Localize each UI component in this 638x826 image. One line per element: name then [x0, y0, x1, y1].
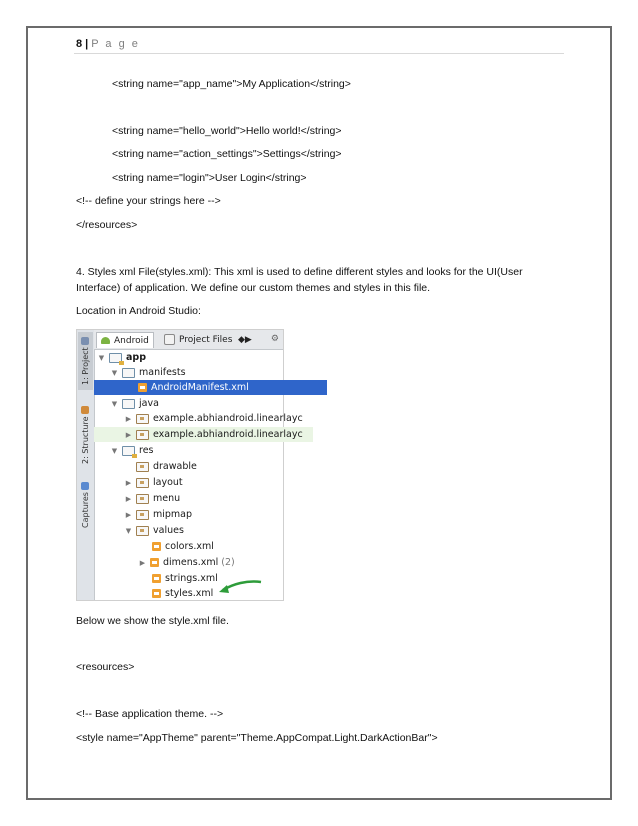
side-tool-strip	[77, 330, 95, 600]
page-word: P a g e	[91, 38, 140, 50]
folder-icon	[136, 478, 149, 488]
tree-item-app: ▼ app	[98, 352, 147, 363]
collapse-arrow-icon: ▶	[125, 414, 132, 423]
xml-file-icon	[152, 574, 161, 583]
tree-item-values: ▼ values	[125, 525, 184, 536]
project-tree	[94, 349, 303, 600]
code-line-app-name: <string name="app_name">My Application</string>	[112, 78, 351, 90]
tree-item-res: ▼ res	[111, 445, 154, 456]
xml-file-icon	[152, 542, 161, 551]
collapse-arrow-icon: ▶	[125, 478, 132, 487]
xml-file-icon	[150, 558, 159, 567]
code-line-hello-world: <string name="hello_world">Hello world!</string>	[112, 125, 342, 137]
below-label: Below we show the style.xml file.	[76, 615, 229, 627]
page-header	[76, 38, 140, 50]
module-folder-icon	[109, 353, 122, 363]
code-line-action-settings: <string name="action_settings">Settings</string>	[112, 148, 342, 160]
android-icon	[101, 337, 110, 344]
expand-arrow-icon: ▼	[111, 399, 118, 408]
project-icon	[82, 337, 90, 345]
side-tab-project: 1: Project	[78, 332, 93, 390]
collapse-arrow-icon: ▶	[139, 558, 146, 567]
android-studio-screenshot	[76, 329, 303, 601]
collapse-arrow-icon: ▶	[125, 430, 132, 439]
expand-arrow-icon: ▼	[111, 368, 118, 377]
header-rule	[74, 53, 564, 54]
code-close-resources: </resources>	[76, 219, 138, 231]
code-line-login: <string name="login">User Login</string>	[112, 172, 307, 184]
location-label: Location in Android Studio:	[76, 305, 201, 317]
side-tab-structure: 2: Structure	[78, 400, 93, 470]
header-separator: |	[85, 38, 89, 50]
tree-item-mipmap: ▶ mipmap	[125, 509, 193, 520]
code-comment: <!-- define your strings here -->	[76, 195, 221, 207]
package-icon	[136, 414, 149, 424]
expand-arrow-icon: ▼	[111, 446, 118, 455]
project-files-icon	[164, 334, 175, 345]
collapse-arrow-icon: ▶	[125, 494, 132, 503]
tree-item-drawable: drawable	[94, 459, 325, 474]
collapse-arrow-icon: ▶	[125, 510, 132, 519]
structure-icon	[82, 406, 90, 414]
code-base-theme-comment: <!-- Base application theme. -->	[76, 708, 224, 720]
tree-item-strings: strings.xml	[94, 571, 341, 586]
folder-icon	[122, 399, 135, 409]
folder-icon	[136, 462, 149, 472]
view-tabs	[94, 330, 283, 350]
xml-file-icon	[138, 383, 147, 392]
tab-actions: ◆▶	[238, 334, 252, 345]
tree-item-layout: ▶ layout	[125, 477, 183, 488]
code-style-apptheme: <style name="AppTheme" parent="Theme.AppCompat.Light.DarkActionBar">	[76, 732, 438, 744]
tree-item-styles: styles.xml	[94, 586, 341, 601]
tree-item-java: ▼ java	[111, 398, 159, 409]
folder-icon	[136, 494, 149, 504]
settings-icon: ⚙	[270, 334, 279, 344]
tab-android: Android	[96, 332, 154, 348]
expand-arrow-icon: ▼	[125, 526, 132, 535]
page-number: 8	[76, 38, 83, 50]
tree-item-colors: colors.xml	[94, 539, 341, 554]
xml-file-icon	[152, 589, 161, 598]
tree-item-menu: ▶ menu	[125, 493, 181, 504]
code-open-resources: <resources>	[76, 661, 135, 673]
green-arrow-icon	[217, 578, 263, 596]
resource-folder-icon	[122, 446, 135, 456]
styles-description: 4. Styles xml File(styles.xml): This xml is used to define different styles and looks for the UI(User Interface) of application. We define our custom themes and styles in this file.	[76, 266, 523, 294]
tree-item-dimens: ▶ dimens.xml (2)	[139, 557, 235, 568]
folder-icon	[136, 526, 149, 536]
tab-project-files: Project Files	[160, 332, 236, 347]
folder-icon	[136, 510, 149, 520]
package-icon	[136, 430, 149, 440]
expand-arrow-icon: ▼	[98, 353, 105, 362]
captures-icon	[82, 482, 90, 490]
tree-item-manifests: ▼ manifests	[111, 367, 186, 378]
tree-item-android-manifest: AndroidManifest.xml	[94, 380, 327, 395]
folder-icon	[122, 368, 135, 378]
tree-item-package-1: ▶ example.abhiandroid.linearlayc	[125, 413, 303, 424]
tree-item-package-2: ▶ example.abhiandroid.linearlayc	[94, 427, 313, 442]
side-tab-captures: Captures	[78, 480, 93, 530]
